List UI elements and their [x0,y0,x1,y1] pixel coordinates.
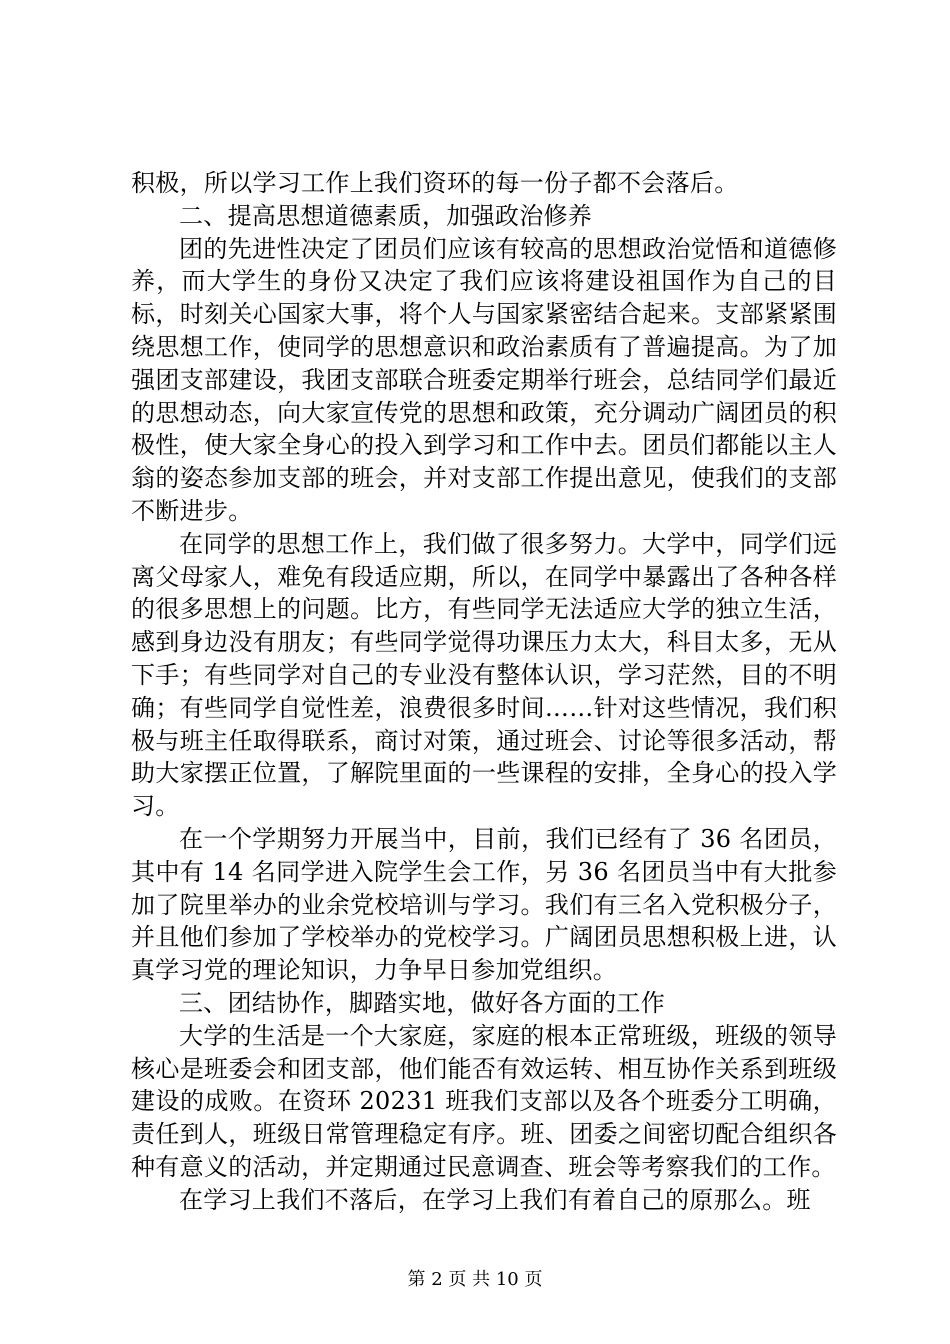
paragraph: 在学习上我们不落后，在学习上我们有着自己的原那么。班 [179,1185,811,1214]
paragraph: 团的先进性决定了团员们应该有较高的思想政治觉悟和道德修养，而大学生的身份又决定了我们应该将建设祖国作为自己的目标，时刻关心国家大事，将个人与国家紧密结合起来。支部紧紧围绕思想工作，使同学的思想意识和政治素质有了普遍提高。为了加强团支部建设，我团支部联合班委定期举行班会，总结同学们最近的思想动态，向大家宣传党的思想和政策，充分调动广阔团员的积极性，使大家全身心的投入到学习和工作中去。团员们都能以主人翁的姿态参加支部的班会，并对支部工作提出意见，使我们的支部不断进步。 [131,234,837,525]
document-body [131,167,837,1217]
section-heading-2: 二、提高思想道德素质，加强政治修养 [179,201,593,230]
section-heading-3: 三、团结协作，脚踏实地，做好各方面的工作 [179,988,665,1017]
paragraph: 在同学的思想工作上，我们做了很多努力。大学中，同学们远离父母家人，难免有段适应期，所以，在同学中暴露出了各种各样的很多思想上的问题。比方，有些同学无法适应大学的独立生活，感到身边没有朋友；有些同学觉得功课压力太大，科目太多，无从下手；有些同学对自己的专业没有整体认识，学习茫然，目的不明确；有些同学自觉性差，浪费很多时间……针对这些情况，我们积极与班主任取得联系，商讨对策，通过班会、讨论等很多活动，帮助大家摆正位置，了解院里面的一些课程的安排，全身心的投入学习。 [131,529,837,821]
paragraph: 大学的生活是一个大家庭，家庭的根本正常班级，班级的领导核心是班委会和团支部，他们能否有效运转、相互协作关系到班级建设的成败。在资环 20231 班我们支部以及各个班委分工明确，责任到人，班级日常管理稳定有序。班、团委之间密切配合组织各种有意义的活动，并定期通过民意调查、班会等考察我们的工作。 [131,1021,837,1181]
page-footer: 第 2 页 共 10 页 [407,1269,543,1290]
paragraph-continuation: 积极，所以学习工作上我们资环的每一份子都不会落后。 [131,169,739,197]
paragraph: 在一个学期努力开展当中，目前，我们已经有了 36 名团员，其中有 14 名同学进入院学生会工作，另 36 名团员当中有大批参加了院里举办的业余党校培训与学习。我们有三名入党积极分子，并且他们参加了学校举办的党校学习。广阔团员思想积极上进，认真学习党的理论知识，力争早日参加党组织。 [131,824,837,985]
